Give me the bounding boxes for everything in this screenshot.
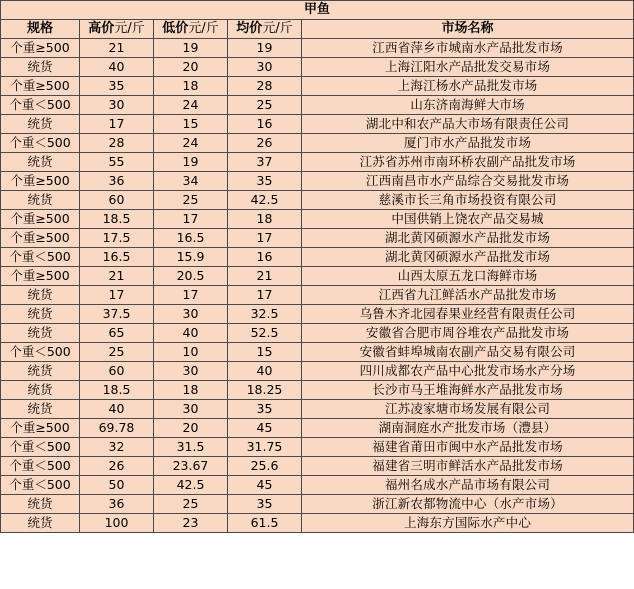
low-price-cell: 25: [154, 495, 228, 514]
spec-cell: 个重＜500: [1, 476, 80, 495]
high-price-cell: 60: [80, 362, 154, 381]
spec-cell: 统货: [1, 58, 80, 77]
header-spec-label: 规格: [26, 21, 53, 36]
spec-cell: 统货: [1, 305, 80, 324]
high-price-cell: 17: [80, 286, 154, 305]
spec-cell: 个重＜500: [1, 457, 80, 476]
spec-cell: 统货: [1, 153, 80, 172]
high-price-cell: 28: [80, 134, 154, 153]
low-price-cell: 20.5: [154, 267, 228, 286]
low-price-cell: 30: [154, 362, 228, 381]
spec-cell: 个重＜500: [1, 96, 80, 115]
table-row: [1, 229, 634, 248]
avg-price-cell: 28: [228, 77, 302, 96]
avg-price-cell: 40: [228, 362, 302, 381]
high-price-cell: 35: [80, 77, 154, 96]
market-name-cell: 江苏省苏州市南环桥农副产品批发市场: [302, 153, 634, 172]
low-price-cell: 17: [154, 210, 228, 229]
high-price-cell: 25: [80, 343, 154, 362]
high-price-cell: 40: [80, 58, 154, 77]
header-low-unit: 元/斤: [188, 21, 219, 36]
high-price-cell: 21: [80, 39, 154, 58]
spec-cell: 统货: [1, 495, 80, 514]
market-name-cell: 长沙市马王堆海鲜水产品批发市场: [302, 381, 634, 400]
table-row: [1, 39, 634, 58]
header-market-name: [302, 20, 634, 39]
market-name-cell: 山东济南海鲜大市场: [302, 96, 634, 115]
high-price-cell: 50: [80, 476, 154, 495]
table-row: [1, 248, 634, 267]
avg-price-cell: 17: [228, 286, 302, 305]
spec-cell: 统货: [1, 324, 80, 343]
market-name-cell: 中国供销上饶农产品交易城: [302, 210, 634, 229]
low-price-cell: 18: [154, 77, 228, 96]
high-price-cell: 21: [80, 267, 154, 286]
table-title: 甲鱼: [1, 1, 634, 20]
low-price-cell: 20: [154, 419, 228, 438]
low-price-cell: 20: [154, 58, 228, 77]
avg-price-cell: 61.5: [228, 514, 302, 533]
market-name-cell: 乌鲁木齐北园春果业经营有限责任公司: [302, 305, 634, 324]
avg-price-cell: 16: [228, 115, 302, 134]
market-name-cell: 四川成都农产品中心批发市场水产分场: [302, 362, 634, 381]
avg-price-cell: 17: [228, 229, 302, 248]
market-name-cell: 福建省三明市鲜活水产品批发市场: [302, 457, 634, 476]
table-row: [1, 286, 634, 305]
header-avg-label: 均价: [236, 21, 263, 36]
avg-price-cell: 52.5: [228, 324, 302, 343]
header-high-label: 高价: [88, 21, 115, 36]
market-name-cell: 江西南昌市水产品综合交易批发市场: [302, 172, 634, 191]
spec-cell: 统货: [1, 514, 80, 533]
table-row: [1, 172, 634, 191]
spec-cell: 统货: [1, 191, 80, 210]
avg-price-cell: 31.75: [228, 438, 302, 457]
low-price-cell: 24: [154, 134, 228, 153]
market-name-cell: 江西省萍乡市城南水产品批发市场: [302, 39, 634, 58]
high-price-cell: 18.5: [80, 210, 154, 229]
spec-cell: 个重＜500: [1, 134, 80, 153]
table-row: [1, 267, 634, 286]
avg-price-cell: 32.5: [228, 305, 302, 324]
spec-cell: 个重＜500: [1, 343, 80, 362]
avg-price-cell: 25.6: [228, 457, 302, 476]
table-row: [1, 77, 634, 96]
header-low-price: [154, 20, 228, 39]
spec-cell: 个重≥500: [1, 267, 80, 286]
high-price-cell: 17.5: [80, 229, 154, 248]
avg-price-cell: 16: [228, 248, 302, 267]
table-row: [1, 476, 634, 495]
market-name-cell: 江苏凌家塘市场发展有限公司: [302, 400, 634, 419]
avg-price-cell: 25: [228, 96, 302, 115]
high-price-cell: 32: [80, 438, 154, 457]
market-name-cell: 安徽省蚌埠城南农副产品交易有限公司: [302, 343, 634, 362]
spec-cell: 个重＜500: [1, 438, 80, 457]
low-price-cell: 24: [154, 96, 228, 115]
header-avg-price: [228, 20, 302, 39]
avg-price-cell: 30: [228, 58, 302, 77]
market-name-cell: 厦门市水产品批发市场: [302, 134, 634, 153]
high-price-cell: 30: [80, 96, 154, 115]
spec-cell: 个重≥500: [1, 39, 80, 58]
low-price-cell: 15: [154, 115, 228, 134]
table-row: [1, 58, 634, 77]
low-price-cell: 17: [154, 286, 228, 305]
table-row: [1, 305, 634, 324]
avg-price-cell: 45: [228, 419, 302, 438]
avg-price-cell: 37: [228, 153, 302, 172]
low-price-cell: 19: [154, 153, 228, 172]
avg-price-cell: 45: [228, 476, 302, 495]
high-price-cell: 60: [80, 191, 154, 210]
low-price-cell: 34: [154, 172, 228, 191]
high-price-cell: 55: [80, 153, 154, 172]
spec-cell: 个重≥500: [1, 210, 80, 229]
spec-cell: 统货: [1, 286, 80, 305]
low-price-cell: 30: [154, 400, 228, 419]
market-name-cell: 江西省九江鲜活水产品批发市场: [302, 286, 634, 305]
header-avg-unit: 元/斤: [262, 21, 293, 36]
table-row: [1, 514, 634, 533]
avg-price-cell: 15: [228, 343, 302, 362]
market-name-cell: 湖北黄冈硕源水产品批发市场: [302, 248, 634, 267]
low-price-cell: 40: [154, 324, 228, 343]
spec-cell: 统货: [1, 115, 80, 134]
table-row: [1, 324, 634, 343]
table-row: [1, 210, 634, 229]
high-price-cell: 36: [80, 495, 154, 514]
avg-price-cell: 21: [228, 267, 302, 286]
market-name-cell: 浙江新农都物流中心（水产市场）: [302, 495, 634, 514]
avg-price-cell: 18.25: [228, 381, 302, 400]
high-price-cell: 65: [80, 324, 154, 343]
header-spec: [1, 20, 80, 39]
low-price-cell: 31.5: [154, 438, 228, 457]
spec-cell: 个重＜500: [1, 248, 80, 267]
high-price-cell: 36: [80, 172, 154, 191]
table-row: [1, 419, 634, 438]
market-name-cell: 安徽省合肥市周谷堆农产品批发市场: [302, 324, 634, 343]
table-row: [1, 343, 634, 362]
market-name-cell: 上海江杨水产品批发市场: [302, 77, 634, 96]
table-row: [1, 191, 634, 210]
low-price-cell: 18: [154, 381, 228, 400]
title-row: [1, 1, 634, 20]
table-row: [1, 438, 634, 457]
spec-cell: 个重≥500: [1, 172, 80, 191]
market-name-cell: 上海江阳水产品批发交易市场: [302, 58, 634, 77]
avg-price-cell: 18: [228, 210, 302, 229]
high-price-cell: 69.78: [80, 419, 154, 438]
spec-cell: 统货: [1, 381, 80, 400]
header-row: [1, 20, 634, 39]
market-name-cell: 上海东方国际水产中心: [302, 514, 634, 533]
avg-price-cell: 42.5: [228, 191, 302, 210]
market-name-cell: 湖北中和农产品大市场有限责任公司: [302, 115, 634, 134]
high-price-cell: 40: [80, 400, 154, 419]
market-name-cell: 山西太原五龙口海鲜市场: [302, 267, 634, 286]
spec-cell: 统货: [1, 362, 80, 381]
low-price-cell: 42.5: [154, 476, 228, 495]
spec-cell: 个重≥500: [1, 77, 80, 96]
avg-price-cell: 35: [228, 400, 302, 419]
avg-price-cell: 35: [228, 172, 302, 191]
table-row: [1, 153, 634, 172]
table-row: [1, 400, 634, 419]
table-row: [1, 381, 634, 400]
low-price-cell: 10: [154, 343, 228, 362]
table-row: [1, 362, 634, 381]
low-price-cell: 19: [154, 39, 228, 58]
table-row: [1, 457, 634, 476]
market-name-cell: 福建省莆田市闽中水产品批发市场: [302, 438, 634, 457]
low-price-cell: 23: [154, 514, 228, 533]
spec-cell: 个重≥500: [1, 419, 80, 438]
high-price-cell: 18.5: [80, 381, 154, 400]
low-price-cell: 25: [154, 191, 228, 210]
market-name-cell: 湖北黄冈硕源水产品批发市场: [302, 229, 634, 248]
low-price-cell: 15.9: [154, 248, 228, 267]
high-price-cell: 16.5: [80, 248, 154, 267]
low-price-cell: 23.67: [154, 457, 228, 476]
high-price-cell: 17: [80, 115, 154, 134]
table-row: [1, 96, 634, 115]
market-name-cell: 慈溪市长三角市场投资有限公司: [302, 191, 634, 210]
table-row: [1, 495, 634, 514]
high-price-cell: 37.5: [80, 305, 154, 324]
low-price-cell: 30: [154, 305, 228, 324]
market-name-cell: 福州名成水产品市场有限公司: [302, 476, 634, 495]
header-low-label: 低价: [162, 21, 189, 36]
avg-price-cell: 35: [228, 495, 302, 514]
spec-cell: 个重≥500: [1, 229, 80, 248]
high-price-cell: 100: [80, 514, 154, 533]
avg-price-cell: 26: [228, 134, 302, 153]
high-price-cell: 26: [80, 457, 154, 476]
market-name-cell: 湖南洞庭水产批发市场（澧县）: [302, 419, 634, 438]
header-high-unit: 元/斤: [114, 21, 145, 36]
low-price-cell: 16.5: [154, 229, 228, 248]
price-table-body: [1, 1, 634, 533]
header-high-price: [80, 20, 154, 39]
avg-price-cell: 19: [228, 39, 302, 58]
table-row: [1, 115, 634, 134]
table-row: [1, 134, 634, 153]
header-market-label: 市场名称: [441, 21, 494, 36]
spec-cell: 统货: [1, 400, 80, 419]
